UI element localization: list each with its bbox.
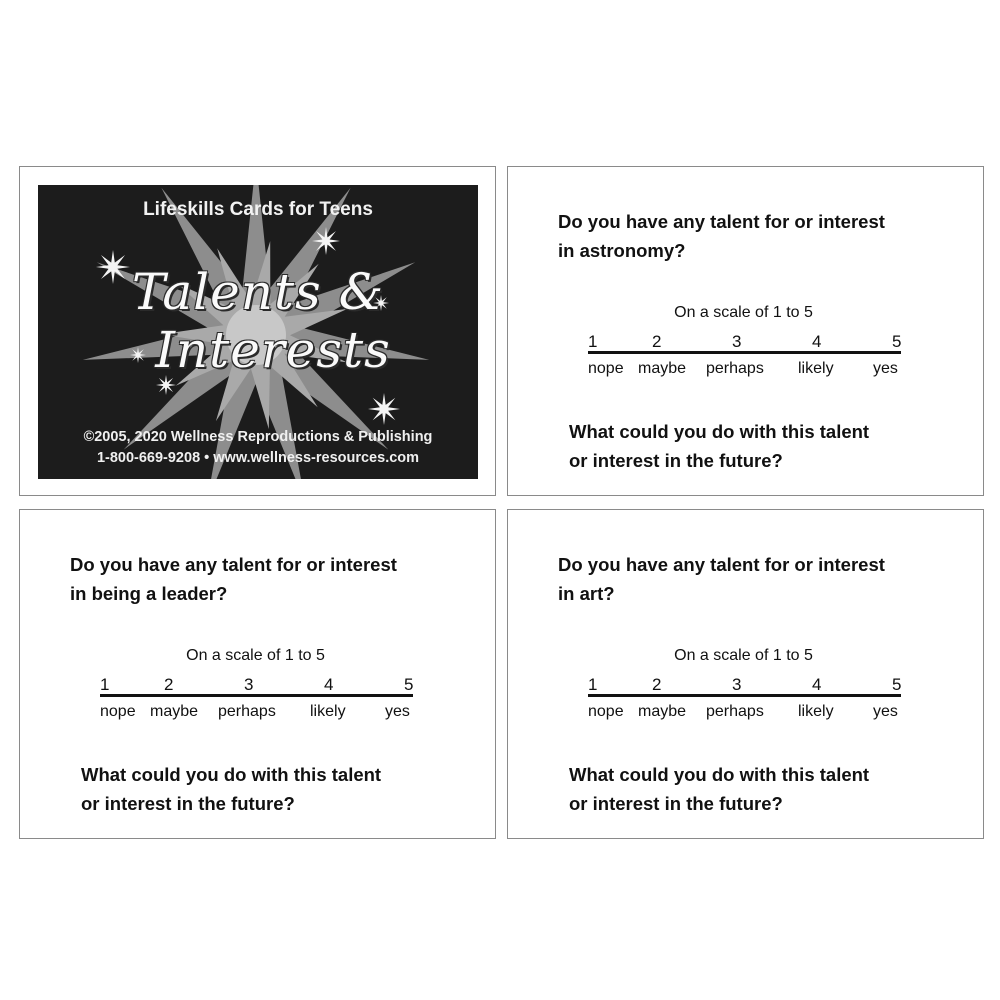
scale-words (100, 703, 430, 725)
followup-line1: What could you do with this talent (569, 421, 870, 442)
cover-card (19, 166, 496, 496)
contact-text: 1-800-669-9208 • www.wellness-resources.com (96, 450, 420, 466)
question-line2: in astronomy? (558, 240, 686, 261)
scale-number-4: 4 (324, 675, 334, 694)
followup-line1: What could you do with this talent (569, 764, 870, 785)
followup-text (81, 760, 471, 818)
followup-line2: or interest in the future? (569, 450, 783, 471)
scale-number-5: 5 (892, 675, 902, 694)
scale-word-yes: yes (385, 703, 410, 720)
question-card (507, 166, 984, 496)
scale-line (588, 694, 901, 697)
cover-credits (38, 427, 478, 469)
followup-line1: What could you do with this talent (81, 764, 382, 785)
scale-word-likely: likely (798, 360, 834, 377)
scale-line (100, 694, 413, 697)
scale-label: On a scale of 1 to 5 (186, 647, 325, 664)
cover-title-line2: Interests (155, 321, 391, 379)
question-text (70, 550, 470, 608)
scale-numbers (100, 675, 412, 695)
question-line1: Do you have any talent for or interest (558, 554, 885, 575)
followup-line2: or interest in the future? (569, 793, 783, 814)
scale-number-3: 3 (732, 675, 742, 694)
scale-line (588, 351, 901, 354)
question-text (558, 550, 958, 608)
scale-number-3: 3 (732, 332, 742, 351)
scale-number-3: 3 (244, 675, 254, 694)
scale-label: On a scale of 1 to 5 (674, 304, 813, 321)
question-line2: in being a leader? (70, 583, 228, 604)
followup-text (569, 760, 959, 818)
scale-label: On a scale of 1 to 5 (674, 647, 813, 664)
scale-number-1: 1 (588, 675, 598, 694)
scale-word-likely: likely (798, 703, 834, 720)
question-text (558, 207, 958, 265)
question-card (19, 509, 496, 839)
scale-numbers (588, 675, 900, 695)
scale-word-perhaps: perhaps (706, 360, 764, 377)
scale-number-1: 1 (100, 675, 110, 694)
scale-word-perhaps: perhaps (706, 703, 764, 720)
question-line1: Do you have any talent for or interest (70, 554, 397, 575)
scale-number-5: 5 (892, 332, 902, 351)
series-title: Lifeskills Cards for Teens (143, 199, 373, 220)
question-line1: Do you have any talent for or interest (558, 211, 885, 232)
sparkle-icon (368, 393, 400, 425)
scale-number-4: 4 (812, 332, 822, 351)
scale-words (588, 703, 918, 725)
scale-word-yes: yes (873, 360, 898, 377)
cover-panel (38, 185, 478, 479)
scale-word-perhaps: perhaps (218, 703, 276, 720)
scale-word-nope: nope (588, 703, 624, 720)
scale-word-nope: nope (100, 703, 136, 720)
scale-number-2: 2 (652, 675, 662, 694)
copyright-text: ©2005, 2020 Wellness Reproductions & Publishing (83, 429, 433, 445)
scale-number-4: 4 (812, 675, 822, 694)
sparkle-icon (312, 227, 340, 255)
scale-word-maybe: maybe (638, 360, 687, 377)
scale-number-2: 2 (652, 332, 662, 351)
scale-word-yes: yes (873, 703, 898, 720)
scale-number-1: 1 (588, 332, 598, 351)
scale-number-2: 2 (164, 675, 174, 694)
scale-number-5: 5 (404, 675, 414, 694)
scale-word-maybe: maybe (150, 703, 199, 720)
question-line2: in art? (558, 583, 615, 604)
scale-word-maybe: maybe (638, 703, 687, 720)
cover-title-line1: Talents & (131, 263, 385, 321)
scale-words (588, 360, 918, 382)
followup-text (569, 417, 959, 475)
scale-word-likely: likely (310, 703, 346, 720)
scale-numbers (588, 332, 900, 352)
question-card (507, 509, 984, 839)
followup-line2: or interest in the future? (81, 793, 295, 814)
scale-word-nope: nope (588, 360, 624, 377)
